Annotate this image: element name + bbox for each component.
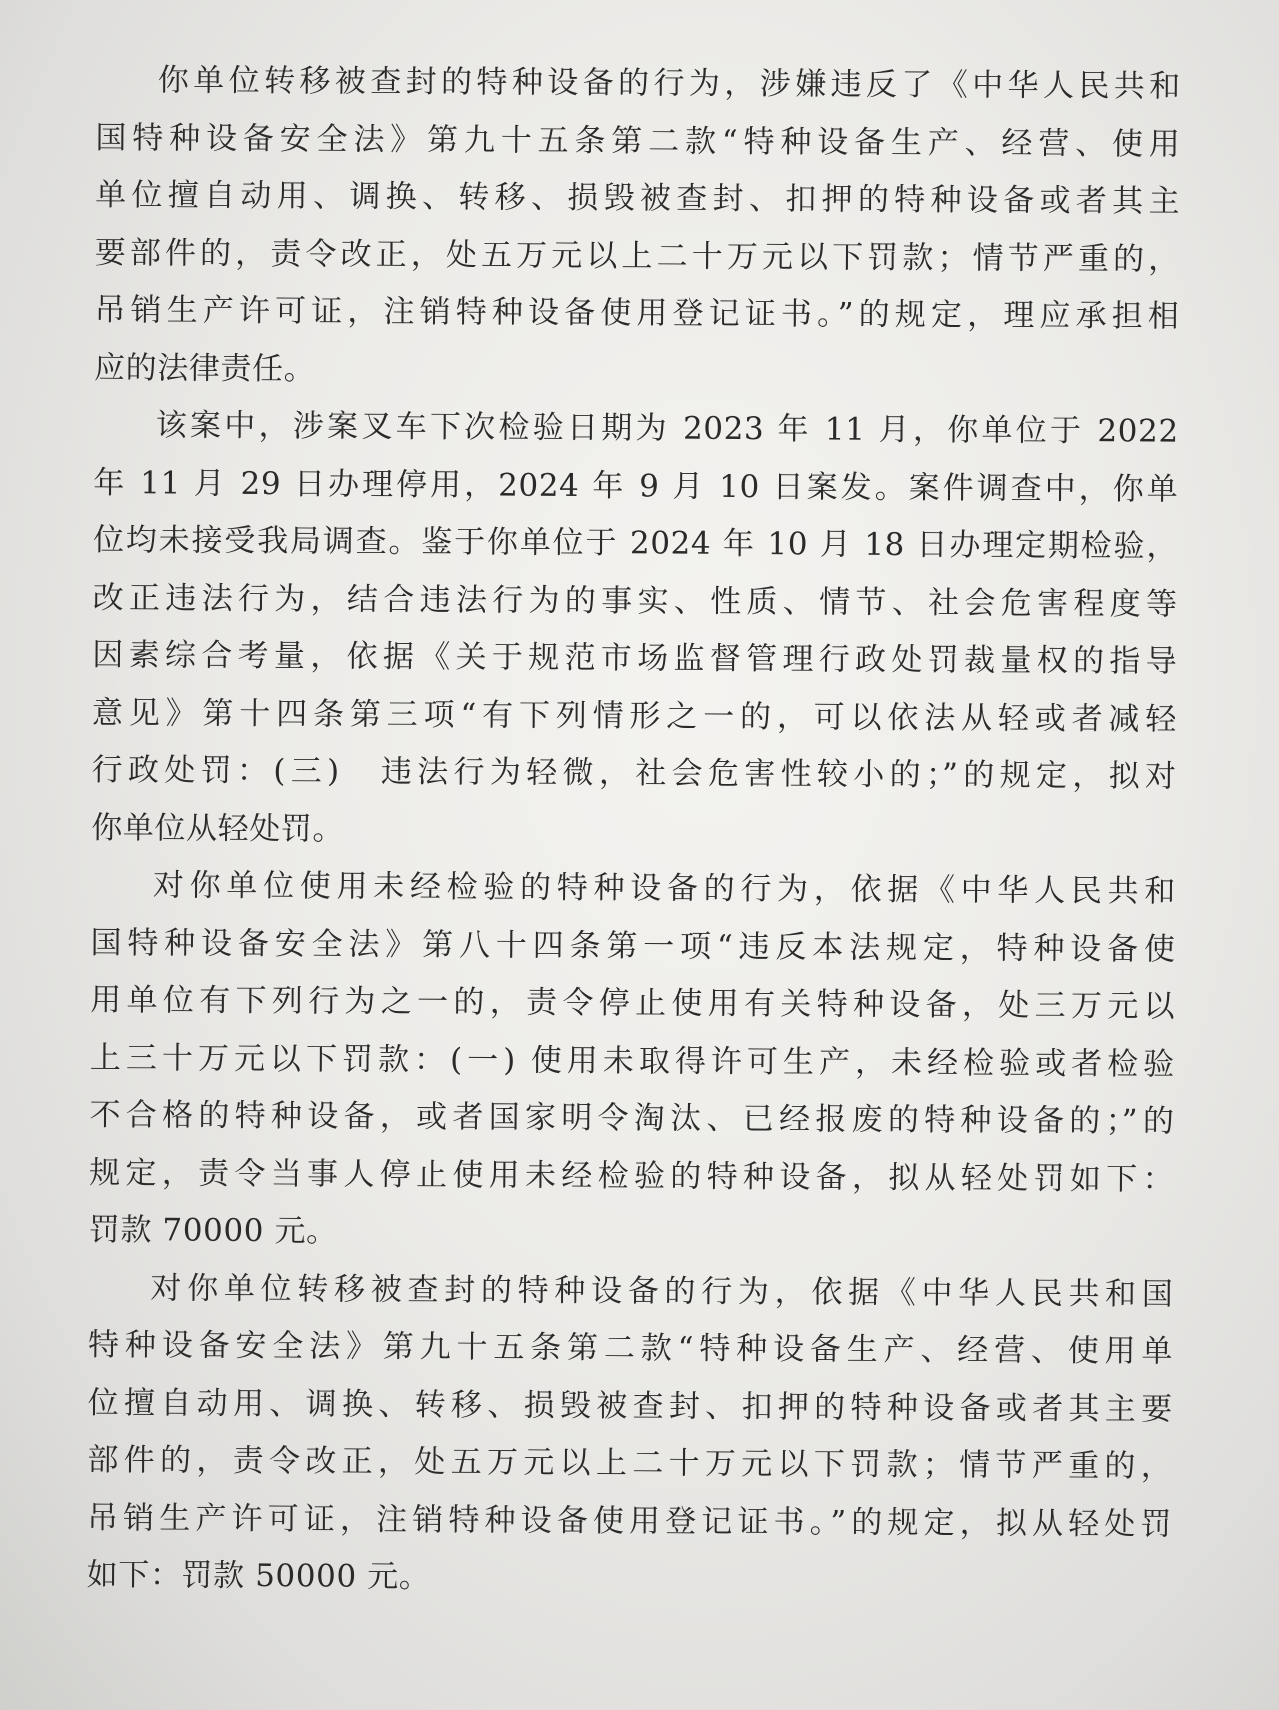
text-line: 位均未接受我局调查。鉴于你单位于 2024 年 10 月 18 日办理定期检验，: [92, 521, 1179, 565]
paragraph-3: [89, 857, 1176, 1266]
text-line: 吊销生产许可证，注销特种设备使用登记证书。”的规定，理应承担相: [94, 291, 1180, 335]
text-line: 对你单位使用未经检验的特种设备的行为，依据《中华人民共和: [152, 867, 1177, 910]
text-line: 吊销生产许可证，注销特种设备使用登记证书。”的规定，拟从轻处罚: [86, 1499, 1173, 1543]
text-line: 国特种设备安全法》第九十五条第二款“特种设备生产、经营、使用: [95, 119, 1181, 163]
text-line: 不合格的特种设备，或者国家明令淘汰、已经报废的特种设备的；”的: [89, 1096, 1175, 1140]
document-page: [86, 52, 1181, 1679]
text-line: 行政处罚：(三) 违法行为轻微，社会危害性较小的；”的规定，拟对: [91, 751, 1177, 795]
text-line: 如下：罚款 50000 元。: [86, 1556, 431, 1596]
text-line: 部件的，责令改正，处五万元以上二十万元以下罚款；情节严重的，: [87, 1441, 1173, 1485]
text-line: 改正违法行为，结合违法行为的事实、性质、情节、社会危害程度等: [92, 579, 1178, 623]
paragraph-1: [94, 52, 1181, 404]
text-line: 用单位有下列行为之一的，责令停止使用有关特种设备，处三万元以: [90, 981, 1176, 1025]
text-line: 规定，责令当事人停止使用未经检验的特种设备，拟从轻处罚如下：: [89, 1154, 1175, 1198]
text-line: 意见》第十四条第三项“有下列情形之一的，可以依法从轻或者减轻: [91, 694, 1178, 738]
text-line: 应的法律责任。: [93, 349, 316, 387]
text-line: 要部件的，责令改正，处五万元以上二十万元以下罚款；情节严重的，: [94, 234, 1180, 278]
text-line: 上三十万元以下罚款：(一) 使用未取得许可生产，未经检验或者检验: [89, 1039, 1175, 1083]
text-line: 你单位从轻处罚。: [91, 809, 345, 848]
text-line: 位擅自动用、调换、转移、损毁被查封、扣押的特种设备或者其主要: [87, 1384, 1173, 1428]
text-line: 年 11 月 29 日办理停用，2024 年 9 月 10 日案发。案件调查中，你单: [93, 464, 1179, 508]
text-line: 单位擅自动用、调换、转移、损毁被查封、扣押的特种设备或者其主: [95, 176, 1181, 220]
text-line: 因素综合考量，依据《关于规范市场监督管理行政处罚裁量权的指导: [92, 636, 1178, 680]
paragraph-2: [91, 397, 1179, 864]
text-line: 对你单位转移被查封的特种设备的行为，依据《中华人民共和国: [150, 1269, 1174, 1313]
paragraph-4: [87, 1259, 1174, 1611]
text-line: 你单位转移被查封的特种设备的行为，涉嫌违反了《中华人民共和: [157, 62, 1181, 105]
text-line: 该案中，涉案叉车下次检验日期为 2023 年 11 月，你单位于 2022: [155, 407, 1179, 450]
text-line: 国特种设备安全法》第八十四条第一项“违反本法规定，特种设备使: [90, 924, 1176, 968]
text-line: 罚款 70000 元。: [88, 1211, 338, 1250]
text-line: 特种设备安全法》第九十五条第二款“特种设备生产、经营、使用单: [87, 1326, 1174, 1370]
